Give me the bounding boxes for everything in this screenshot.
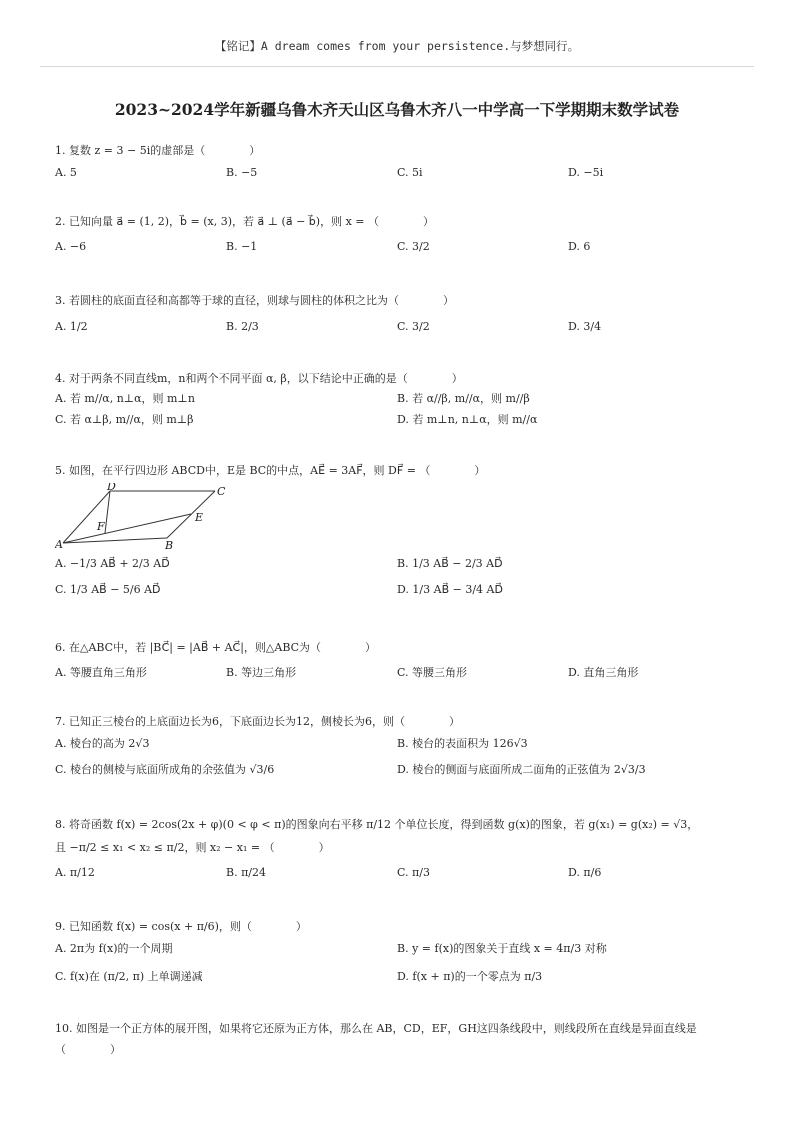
question-2-option-a: A. −6 [55,240,87,253]
edge-ab [63,538,167,543]
question-4-option-b: B. 若 α//β, m//α，则 m//β [397,392,530,405]
question-4-option-d: D. 若 m⊥n, n⊥α，则 m//α [397,413,538,426]
label-a: A [55,538,63,551]
question-7-option-a: A. 棱台的高为 2√3 [55,737,150,750]
question-3-option-b: B. 2/3 [226,320,259,333]
label-c: C [217,485,226,498]
question-6-stem: 6. 在△ABC中，若 |BC⃗| = |AB⃗ + AC⃗|，则△ABC为（ ） [55,641,377,654]
label-d: D [107,483,116,493]
question-6-option-a: A. 等腰直角三角形 [55,666,147,679]
question-6-option-d: D. 直角三角形 [568,666,639,679]
page-title: 2023~2024学年新疆乌鲁木齐天山区乌鲁木齐八一中学高一下学期期末数学试卷 [114,100,680,119]
question-8-option-c: C. π/3 [397,866,430,879]
question-7-option-d: D. 棱台的侧面与底面所成二面角的正弦值为 2√3/3 [397,763,646,776]
question-3-option-d: D. 3/4 [568,320,602,333]
question-9-option-b: B. y = f(x)的图象关于直线 x = 4π/3 对称 [397,942,607,955]
question-9-option-a: A. 2π为 f(x)的一个周期 [55,942,173,955]
question-2-option-c: C. 3/2 [397,240,430,253]
label-b: B [165,539,174,552]
header-motto: 【铭记】A dream comes from your persistence.与梦想同行。 [214,39,580,53]
question-3-option-a: A. 1/2 [55,320,88,333]
question-2-option-d: D. 6 [568,240,591,253]
question-7-stem: 7. 已知正三棱台的上底面边长为6，下底面边长为12，侧棱长为6，则（ ） [55,715,460,728]
question-3-option-c: C. 3/2 [397,320,430,333]
question-1-stem: 1. 复数 z = 3 − 5i的虚部是（ ） [55,144,261,157]
edge-ad [63,491,110,543]
header-divider [40,66,754,67]
question-9-option-c: C. f(x)在 (π/2, π) 上单调递减 [55,970,203,983]
question-2-option-b: B. −1 [226,240,258,253]
question-8-option-a: A. π/12 [55,866,95,879]
question-1-option-d: D. −5i [568,166,604,179]
question-5-option-d: D. 1/3 AB⃗ − 3/4 AD⃗ [397,583,503,596]
question-9-option-d: D. f(x + π)的一个零点为 π/3 [397,970,543,983]
question-1-option-b: B. −5 [226,166,258,179]
question-4-option-c: C. 若 α⊥β, m//α，则 m⊥β [55,413,194,426]
question-3-stem: 3. 若圆柱的底面直径和高都等于球的直径，则球与圆柱的体积之比为（ ） [55,294,454,307]
segment-df [105,491,110,533]
question-1-option-a: A. 5 [55,166,77,179]
question-2-stem: 2. 已知向量 a⃗ = (1, 2)，b⃗ = (x, 3)，若 a⃗ ⊥ (a⃗ − b⃗)，则 x = （ ） [55,215,434,228]
question-10-stem-continued: （ ） [55,1043,121,1056]
question-8-option-b: B. π/24 [226,866,267,879]
question-8-option-d: D. π/6 [568,866,602,879]
question-5-option-a: A. −1/3 AB⃗ + 2/3 AD⃗ [55,557,170,570]
question-1-option-c: C. 5i [397,166,423,179]
question-5-option-b: B. 1/3 AB⃗ − 2/3 AD⃗ [397,557,503,570]
parallelogram-figure [55,483,235,553]
question-4-stem: 4. 对于两条不同直线m，n和两个不同平面 α, β，以下结论中正确的是（ ） [55,372,463,385]
question-7-option-b: B. 棱台的表面积为 126√3 [397,737,528,750]
question-5-option-c: C. 1/3 AB⃗ − 5/6 AD⃗ [55,583,161,596]
question-7-option-c: C. 棱台的侧棱与底面所成角的余弦值为 √3/6 [55,763,275,776]
question-10-stem: 10. 如图是一个正方体的展开图，如果将它还原为正方体，那么在 AB，CD，EF，GH这四条线段中，则线段所在直线是异面直线是 [55,1022,697,1035]
question-6-option-b: B. 等边三角形 [226,666,297,679]
question-9-stem: 9. 已知函数 f(x) = cos(x + π/6)，则（ ） [55,920,307,933]
question-8-stem-continued: 且 −π/2 ≤ x₁ < x₂ ≤ π/2，则 x₂ − x₁ = （ ） [55,841,330,854]
question-5-stem: 5. 如图，在平行四边形 ABCD中，E是 BC的中点，AE⃗ = 3AF⃗，则 DF⃗ = （ ） [55,464,486,477]
question-8-stem: 8. 将奇函数 f(x) = 2cos(2x + φ)(0 < φ < π)的图象向右平移 π/12 个单位长度，得到函数 g(x)的图象，若 g(x₁) = g(x₂) = √3， [55,818,699,831]
label-e: E [195,511,204,524]
question-6-option-c: C. 等腰三角形 [397,666,468,679]
question-4-option-a: A. 若 m//α, n⊥α，则 m⊥n [55,392,195,405]
label-f: F [97,520,105,533]
